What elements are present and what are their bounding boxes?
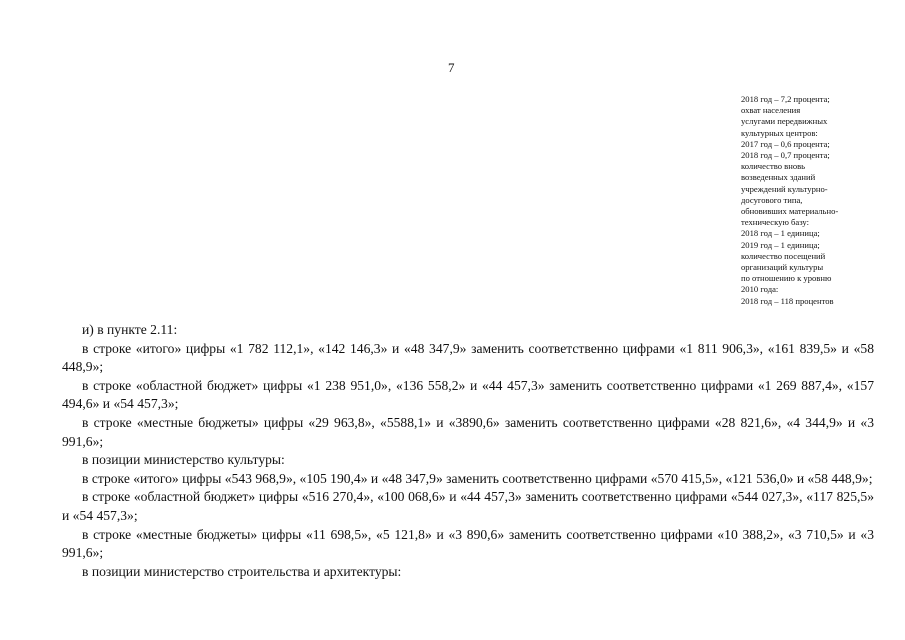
paragraph-ministry-culture-heading: в позиции министерство культуры:	[82, 452, 285, 468]
indicator-text-block	[741, 94, 891, 307]
page-number: 7	[448, 60, 455, 75]
indicator-line: 2018 год – 7,2 процента;	[741, 94, 830, 104]
paragraph-culture-total-row: в строке «итого» цифры «543 968,9», «105 190,4» и «48 347,9» заменить соответственно цифрами «570 415,5», «121 536,0» и «58 448,9»;	[82, 470, 873, 486]
paragraph-culture-regional-budget-row: в строке «областной бюджет» цифры «516 270,4», «100 068,6» и «44 457,3» заменить соответственно цифрами «544 027,3», «117 825,5» и «54 457,3»;	[62, 489, 874, 523]
indicator-line: 2018 год – 1 единица;	[741, 228, 820, 239]
paragraph-clause-heading: и) в пункте 2.11:	[82, 322, 178, 337]
indicator-line: 2018 год – 0,7 процента;	[741, 150, 830, 161]
indicator-line: возведенных зданий	[741, 172, 816, 183]
indicator-line: техническую базу:	[741, 217, 810, 228]
indicator-line: услугами передвижных	[741, 116, 828, 127]
indicator-line: количество вновь	[741, 161, 806, 172]
paragraph-regional-budget-row: в строке «областной бюджет» цифры «1 238 951,0», «136 558,2» и «44 457,3» заменить соответственно цифрами «1 269 887,4», «157 494,6» и «54 457,3»;	[62, 377, 874, 412]
indicator-line: 2017 год – 0,6 процента;	[741, 138, 830, 149]
indicator-line: досугового типа,	[741, 194, 803, 205]
indicator-line: охват населения	[741, 105, 801, 116]
indicator-line: культурных центров:	[741, 127, 818, 138]
indicator-line: по отношению к уровню	[741, 273, 832, 284]
amendment-text	[62, 321, 874, 581]
paragraph-local-budgets-row: в строке «местные бюджеты» цифры «29 963,8», «5588,1» и «3890,6» заменить соответственно цифрами «28 821,6», «4 344,9» и «3 991,6»;	[62, 414, 874, 449]
indicator-line: учреждений культурно-	[741, 183, 828, 194]
indicator-line: обновивших материально-	[741, 206, 839, 217]
paragraph-ministry-construction-heading: в позиции министерство строительства и архитектуры:	[82, 563, 402, 579]
indicator-line: 2010 года:	[741, 284, 779, 295]
indicator-line: организаций культуры	[741, 262, 824, 273]
indicator-line: 2019 год – 1 единица;	[741, 239, 820, 250]
indicator-line: 2018 год – 118 процентов	[741, 295, 834, 306]
paragraph-total-row: в строке «итого» цифры «1 782 112,1», «142 146,3» и «48 347,9» заменить соответственно цифрами «1 811 906,3», «161 839,5» и «58 448,9»;	[62, 340, 874, 375]
indicator-line: количество посещений	[741, 250, 826, 261]
paragraph-culture-local-budgets-row: в строке «местные бюджеты» цифры «11 698,5», «5 121,8» и «3 890,6» заменить соответственно цифрами «10 388,2», «3 710,5» и «3 991,6»;	[62, 526, 874, 561]
